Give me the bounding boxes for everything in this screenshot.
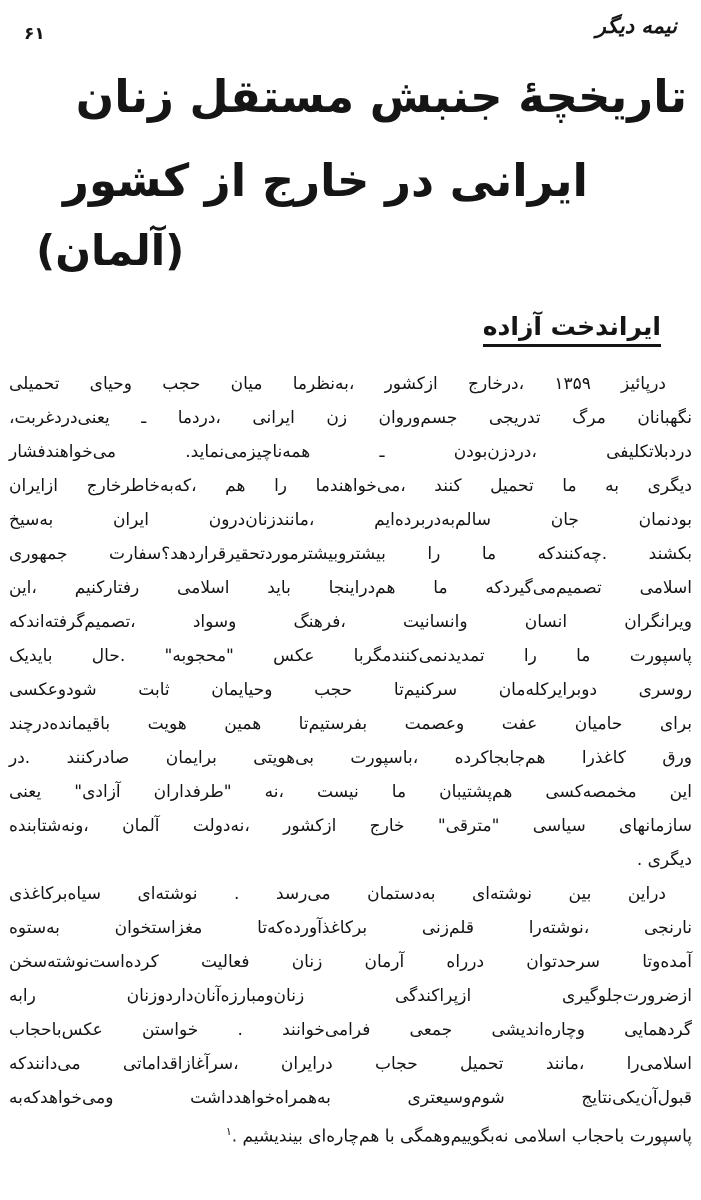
article-title-line-3: (آلمان) [36,225,185,275]
body-text-line: اسلامی تصمیم‌می‌گیردکه ما هم‌دراینجا باید اسلامی رفتارکنیم ،این [9,577,692,598]
author-name: ایراندخت آزاده [483,312,661,347]
body-text-line: دیگری به ما تحمیل کنند ،می‌خواهندما را هم ،که‌به‌خاطرخارج ازایران [9,475,692,496]
page-header [0,0,701,44]
body-text-line: سازمانهای سیاسی "مترقی" خارج ازکشور ،نه‌دولت آلمان ،ونه‌شتابنده [9,815,692,836]
body-text-line: دردبلاتکلیفی ،دردزن‌بودن ـ همه‌ناچیزمی‌نماید. می‌خواهندفشار [9,441,692,462]
body-text-line: دیگری . [636,849,692,870]
body-text-line: روسری دوبرایرکله‌مان سرکنیم‌تا حجب وحیایمان ثابت شودوعکسی [9,679,692,700]
body-text-line: بودنمان جان سالم‌به‌دربرده‌ایم ،مانندزنان‌درون ایران به‌سیخ [9,509,692,530]
body-text-line: اسلامی‌را ،مانند تحمیل حجاب درایران ،سرآغازاقداماتی می‌دانندکه [9,1053,692,1074]
body-text-line: برای حامیان عفت وعصمت بفرستیم‌تا همین هویت باقیمانده‌درچند [9,713,692,734]
body-text-line: ورق کاغذرا هم‌جابجاکرده ،باسپورت بی‌هویتی برایمان صادرکنند .در [9,747,692,768]
body-text-line: دراین بین نوشته‌ای به‌دستمان می‌رسد . نوشته‌ای سیاه‌برکاغذی [9,883,666,904]
body-text-line: ازضرورت‌جلوگیری ازپراکندگی زنان‌ومبارزه‌آنان‌داردوزنان رابه [9,985,692,1006]
author-heading [0,312,701,341]
article-title-line-1: تاریخچهٔ جنبش مستقل زنان [75,70,687,123]
body-text-line-text: پاسپورت باحجاب اسلامی نه‌بگوییم‌وهمگی با هم‌چاره‌ای بیندیشیم . [231,1126,692,1147]
body-text-line: نارنجی ،نوشته‌را قلم‌زنی برکاغذآورده‌که‌تا مغزاستخوان به‌ستوه [9,917,692,938]
article-title-line-2: ایرانی در خارج از کشور [63,154,588,208]
footnote-marker: ۱ [225,1124,232,1138]
page-number: ۶۱ [24,24,45,44]
body-text-line: آمده‌وتا سرحدتوان درراه آرمان زنان فعالیت کرده‌است‌نوشته‌سخن [9,951,692,972]
article-body [0,367,701,1154]
article-title [0,72,701,274]
body-text-line: بکشند .چه‌کنندکه ما را بیشتروبیشترموردتحقیرقراردهد؟سفارت جمهوری [9,543,692,564]
body-text-line: درپائیز ۱۳۵۹ ،درخارج ازکشور ،به‌نظرما میان حجب وحیای تحمیلی [9,373,666,394]
body-text-line: قبول‌آن‌یکی‌نتایج شوم‌وسیعتری به‌همراه‌خواهدداشت ومی‌خواهدکه‌به [9,1087,692,1108]
paragraph-2 [9,877,692,1154]
body-text-line [9,1115,692,1154]
paragraph-1 [9,367,692,877]
body-text-line: نگهبانان مرگ تدریجی جسم‌وروان زن ایرانی ،دردما ـ یعنی‌دردغربت، [9,407,692,428]
body-text-line: این مخمصه‌کسی هم‌پشتیبان ما نیست ،نه "طرفداران آزادی" یعنی [9,781,692,802]
body-text-line: پاسپورت ما را تمدیدنمی‌کنندمگربا عکس "محجوبه" .حال بایدیک [9,645,692,666]
body-text-line: ویرانگران انسان وانسانیت ،فرهنگ وسواد ،تصمیم‌گرفته‌اندکه [9,611,692,632]
body-text-line: گردهمایی وچاره‌اندیشی جمعی فرامی‌خوانند . خواستن عکس‌باحجاب [9,1019,692,1040]
journal-name: نیمه دیگر [595,14,677,38]
